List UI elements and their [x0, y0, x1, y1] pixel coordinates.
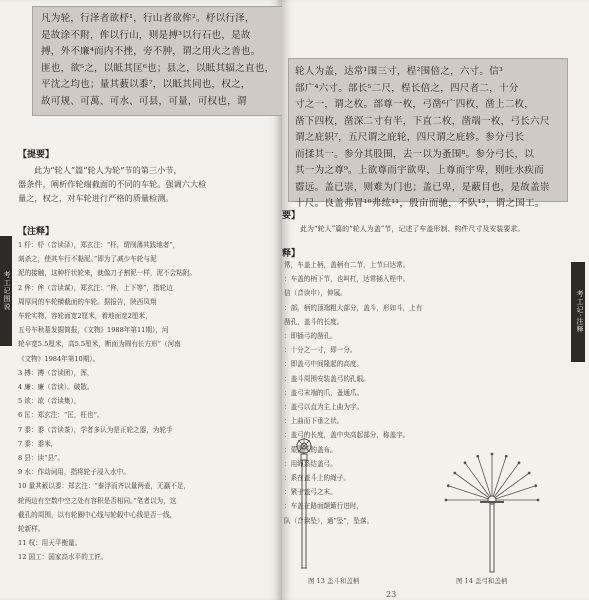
gaigong-tip: [476, 455, 479, 458]
right-zhushi-heading: 释】: [282, 249, 301, 259]
note-line: 12 国工：国家高水平的工匠。: [18, 553, 108, 562]
note-line: 10 量其薮以黍：郑玄注：“泰浮而齐以量两壶，无赢不足，: [18, 482, 191, 491]
note-line: 11 权：用天平衡量。: [18, 539, 82, 548]
tiyao-line: 量之，权之，对车轮进行严格的质量检测。: [18, 193, 174, 203]
text-line: 凿下四枚，凿深二寸有半，下直二枚，凿端一枚，弓长六尺: [295, 115, 550, 127]
note-line: 1 杼：杼（音读泽），郑玄注：“杼，谓削薄其践地者”，: [18, 241, 180, 249]
gaigong-rib: [448, 486, 492, 500]
gaigong-rib: [492, 463, 519, 500]
note-line: ：即插弓的凿孔。: [284, 332, 337, 341]
note-line: ：用绳系结盖弓。: [284, 459, 337, 468]
note-line: 9 水：作动词用，指将轮子浸入水中。: [18, 468, 130, 477]
text-line: 轮人为盖，达常¹围三寸，桯²围倍之，六寸。信³: [295, 66, 504, 77]
gaigong-tip: [528, 472, 531, 475]
note-line: ：部，柄的顶端粗大部分，盖斗，形如斗，上有: [284, 303, 423, 312]
left-original-text-box: [32, 6, 288, 116]
text-line: 谓之庇轵⁷，五尺谓之庇轮，四尺谓之庇轸。参分弓长: [295, 132, 525, 143]
note-line: 7 黍：黍米，: [18, 439, 58, 448]
note-line: 《文物》1984年第10期）。: [18, 354, 100, 363]
text-line: 故可规、可萬、可水、可县，可量，可权也，谓: [41, 95, 247, 107]
gaigong-tip: [537, 499, 540, 502]
figure-13-caption: 图 13 盖斗和盖柄: [308, 577, 360, 585]
text-line: 霤远。盖已崇，则难为门也；盖已卑，是蔽目也，是故盖崇: [295, 181, 550, 193]
gaigong-tip: [464, 461, 467, 464]
right-original-text: [295, 64, 561, 213]
gaigong-tip: [453, 472, 456, 475]
note-line: 6 匡：郑玄注：“匡，枉也”。: [18, 411, 104, 420]
note-line: 常，车盖上柄，盖柄有二节，上节曰达常。: [284, 261, 410, 269]
gaigong-tip: [534, 484, 537, 487]
note-line: ：系在盖斗上的绳子。: [284, 474, 350, 483]
text-line: 匪也，欲⁵之，以眡其匡⁶也；县之，以眡其辐之直也，: [41, 62, 275, 74]
gaigong-tip: [445, 499, 448, 502]
text-line: 部广⁴六寸。部长⁵二尺，桯长倍之，四尺者二，十分: [295, 82, 519, 94]
gaigong-tip: [491, 453, 494, 456]
left-zhushi-heading: 【注释】: [18, 227, 55, 237]
note-line: 泥的接触，这种杼状轮来，就像刀子割泥一样，泥不会粘附。: [18, 269, 197, 278]
gaigong-rib: [492, 486, 536, 500]
note-line: ：十分之一寸，即一分。: [284, 346, 357, 355]
text-line: 而揉其一。参分其股围，去一以为蚤围⁸。参分弓长，以: [295, 148, 535, 160]
right-thumb-tab: 考工记·注释: [571, 262, 585, 362]
note-line: 截孔的周围，以有轮圈中心线与轮毂中心线是否一线，: [18, 510, 177, 519]
text-line: 平沈之均也；量其薮以黍⁷，以眡其同也，权之，: [41, 79, 251, 90]
gaigong-rib: [492, 473, 529, 500]
note-line: ：盖弓末端的爪，蚤通爪。: [284, 388, 364, 397]
note-line: ：盖弓以直为主上曲为宇。: [284, 403, 364, 412]
gaigong-tip: [447, 484, 450, 487]
note-line: ：车盖的柄下节，也叫杠，达常插入桯中。: [284, 275, 410, 284]
left-tiyao-heading: 【提要】: [18, 150, 55, 160]
gaigong-tip: [505, 455, 508, 458]
note-line: 8 县：读“县”。: [18, 454, 65, 463]
tiyao-line: 器条件，阐析作轮端截面的不同的车轮。强调六大检: [18, 179, 207, 189]
right-tiyao-text: 此为“轮人”篇的“轮人为盖”节，记述了车盖形制、构件尺寸及安装要求。: [300, 225, 525, 233]
note-line: ：车盖在路面颠簸行进时，: [284, 502, 364, 511]
figure-13-gaidou-illustration: [284, 430, 324, 580]
right-original-text-box: [288, 58, 568, 209]
note-line: ：即盖弓中间隆起的高度。: [284, 360, 364, 369]
left-page: [0, 0, 282, 600]
note-line: 剡杀之，使其车行不黏泥。”即为了减少车轮与泥: [18, 255, 157, 264]
note-line: 3 搏：搏（音读团），浑，: [18, 368, 94, 377]
note-line: 队（音读坠），通“坠”，坠落。: [284, 516, 374, 525]
gaigong-rib: [492, 456, 506, 500]
gaigong-rib: [478, 456, 492, 500]
note-line: 7 黍：黍（音读茶），学者多认为是正轮之器，为轮手: [18, 425, 173, 434]
note-line: 信（音读申），伸展。: [284, 289, 347, 298]
right-tiyao-heading: 要】: [282, 211, 301, 221]
gaigong-rib: [455, 473, 492, 500]
note-line: 周厚同的车轮横截面的车轮。据报告，陕西凤翔: [18, 297, 157, 306]
left-tiyao-text: [18, 163, 280, 205]
gaigong-rib: [465, 463, 492, 500]
page-number: 23: [386, 590, 397, 599]
note-line: 2 侔：侔（音读谋），郑玄注：“侔，上下等”，指轮边: [18, 283, 173, 292]
note-line: ：盖弓的长度，盖中央高起部分，称盖宇。: [284, 431, 410, 440]
note-line: ：上曲而下垂之状。: [284, 417, 344, 426]
gai-pole: [490, 504, 494, 572]
note-line: ：蒙盖斗的盖布。: [284, 445, 337, 454]
text-line: 是故涂不附，侔以行山，则是搏³以行石也，是故: [41, 29, 251, 41]
right-page: [282, 0, 589, 600]
figure-14-caption: 图 14 盖弓和盖柄: [456, 577, 508, 585]
note-line: 凿孔，盖斗的长度。: [284, 317, 344, 326]
note-line: ：紧于盖弓之末。: [284, 488, 337, 497]
text-line: 其一为之尊⁹。上欲尊而宇欲卑，上尊而宇卑，则吐水疾而: [295, 165, 544, 176]
tiyao-line: 此为“轮人”篇“轮人为轮”节的第三小节，: [34, 165, 182, 175]
note-line: ：盖斗周围安装盖弓的孔眼。: [284, 374, 370, 383]
text-line: 搏，外不廉⁴而内不挫，旁不肿，谓之用火之善也。: [41, 46, 261, 57]
note-line: 车轮实物，容轮面宽2厘米，着地面宽2厘米，: [18, 312, 152, 321]
figure-14-gaigong-illustration: [432, 428, 552, 578]
note-line: 轮新样。: [18, 525, 45, 534]
note-line: 5 欲：欲（音读集），: [18, 397, 81, 406]
text-line: 凡为轮，行泽者欲杼¹，行山者欲侔²。杼以行泽，: [41, 13, 255, 24]
note-line: 五号车秋墓发掘简报，《文物》1988年第11期），河: [18, 326, 169, 335]
text-line: 十尺。良盖弗冒¹⁰弗纮¹¹，殷亩而驰，不队¹²，谓之国工。: [295, 198, 545, 209]
note-line: 轮两边有空数中空之处有容积是否相同。”笔者以为，这: [18, 496, 177, 505]
gaigong-tip: [518, 461, 521, 464]
note-line: 轮卒宽5.5厘米，高5.5厘米，断面为圆有长方形”（河南: [18, 340, 181, 349]
note-line: 4 廉：廉（音读）。破散。: [18, 383, 94, 392]
left-notes-list: [18, 238, 280, 565]
text-line: 寸之一，谓之枚。部尊一枚，弓凿⁶广四枚，凿上二枚，: [295, 99, 535, 110]
left-thumb-tab: 考工记图说: [0, 236, 12, 346]
left-original-text: [41, 11, 279, 110]
